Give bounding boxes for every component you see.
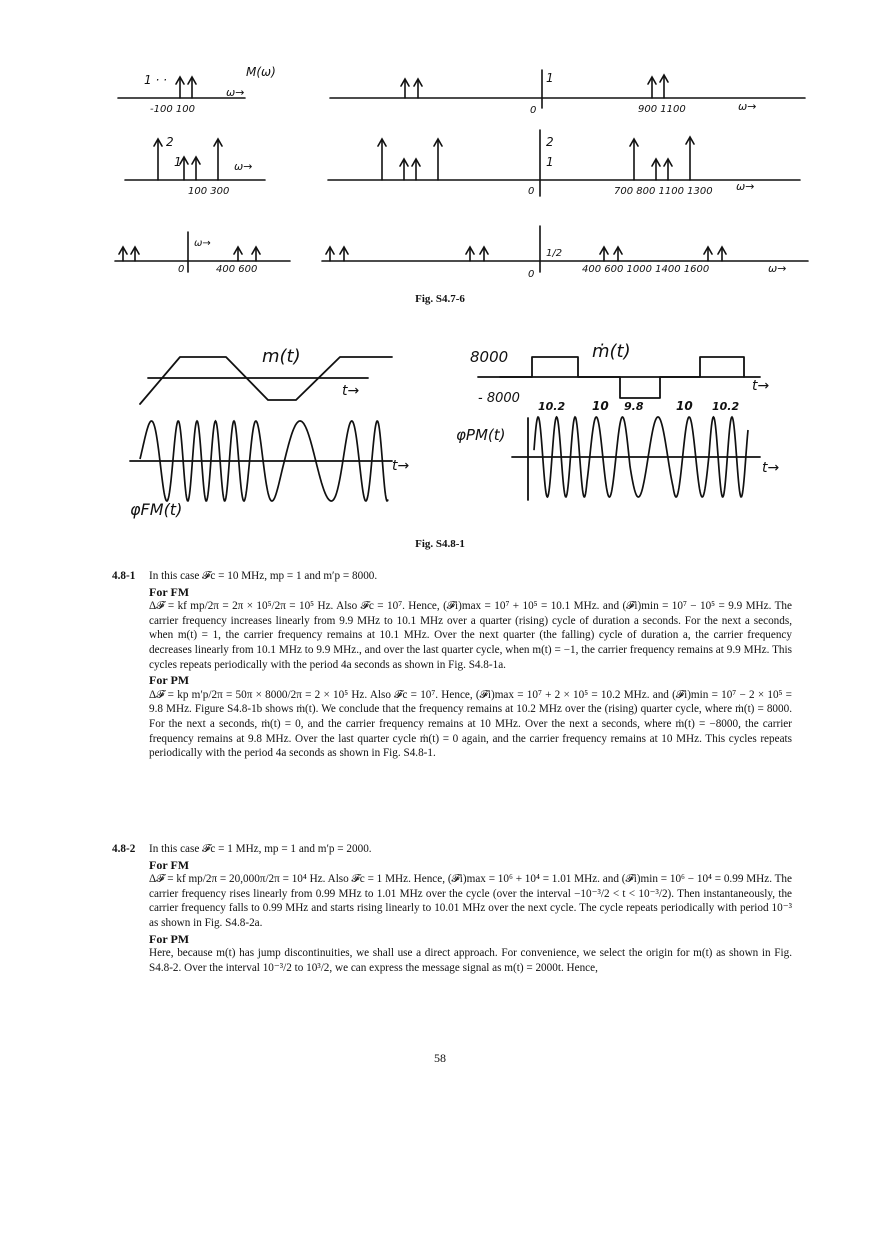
upper-value-label: 8000: [470, 348, 509, 366]
impulse-weight-label: 1: [546, 155, 554, 169]
problem-4-8-2: [112, 842, 792, 975]
phi-pm-label: φPM(t): [456, 426, 506, 444]
impulse-weight-label: 1/2: [546, 248, 563, 259]
pm-paragraph: Here, because m(t) has jump discontinuities, we shall use a direct approach. For convenience, we select the origin for m(t) as shown in Fig. S4.8-2. Over the interval 10⁻³/2 to 10³/2, we can express the message signal as m(t) = 2000t. Hence,: [149, 947, 792, 974]
t-axis-label: t→: [762, 460, 780, 476]
t-axis-label: t→: [342, 383, 360, 399]
figure-caption: Fig. S4.7-6: [415, 293, 465, 305]
problem-intro: In this case 𝓕c = 10 MHz, mp = 1 and m′p = 8000.: [149, 570, 378, 582]
fm-heading: For FM: [149, 857, 190, 872]
impulse-weight-label: 1: [174, 155, 182, 169]
impulse-weight-label: 2: [166, 135, 174, 149]
fm-heading: For FM: [149, 584, 190, 599]
frequency-tick-labels: 100 300: [188, 186, 230, 197]
origin-label: 0: [528, 269, 535, 280]
freq-label: 10.2: [538, 400, 566, 413]
m-t-label: m(t): [262, 346, 301, 367]
m-omega-label: M(ω): [246, 65, 276, 79]
frequency-tick-labels: 400 600: [216, 264, 258, 275]
frequency-tick-labels: 900 1100: [638, 104, 686, 115]
m-dot-label: ṁ(t): [592, 341, 631, 362]
omega-axis-label: ω→: [234, 160, 253, 173]
frequency-tick-labels: 400 600 1000 1400 1600: [582, 264, 710, 275]
problem-number: 4.8-2: [112, 843, 136, 855]
freq-label: 10: [592, 399, 609, 413]
figure-s4-8-1: [0, 330, 880, 530]
lower-value-label: - 8000: [478, 391, 520, 406]
fm-paragraph: Δ𝓕 = kf mp/2π = 2π × 10⁵/2π = 10⁵ Hz. Also 𝓕c = 10⁷. Hence, (𝓕i)max = 10⁷ + 10⁵ = 10.1 MHz. and (𝓕i)min = 10⁷ − 10⁵ = 9.9 MHz. The carrier frequency increases linearly from 9.9 MHz to 10.1 MHz over a quarter (rising) cycle of duration a seconds. For the next a seconds, when m(t) = 1, the carrier frequency remains at 10.1 MHz. Over the next quarter (the falling) cycle of duration a, the carrier frequency decreases linearly from 10.1 MHz to 9.9 MHz., and over the last quarter cycle, when m(t) = −1, the carrier frequency remains at 9.9 MHz. This cycles repeats periodically with the period 4a seconds as shown in Fig. S4.8-1a.: [149, 600, 792, 671]
omega-axis-label: ω→: [194, 238, 211, 249]
t-axis-label: t→: [752, 378, 770, 394]
problem-intro: In this case 𝓕c = 1 MHz, mp = 1 and m′p = 2000.: [149, 843, 372, 855]
pm-paragraph: Δ𝓕 = kp m′p/2π = 50π × 8000/2π = 2 × 10⁵ Hz. Also 𝓕c = 10⁷. Hence, (𝓕i)max = 10⁷ + 2 × 10⁵ = 10.2 MHz. and (𝓕i)min = 10⁷ − 2 × 10⁵ = 9.8 MHz. Figure S4.8-1b shows ṁ(t). We conclude that the frequency remains at 10.2 MHz over the (rising) quarter cycle, where ṁ(t) = 8000. For the next a seconds, ṁ(t) = 0, and the carrier frequency remains at 10 MHz. Over the next a seconds, where ṁ(t) = −8000, the carrier frequency remains at 9.8 MHz. Over the last quarter cycle ṁ(t) = 0 again, and the carrier frequency remains at 10 MHz. This cycles repeats periodically with the period 4a seconds as shown in Fig. S4.8-1.: [149, 688, 792, 760]
figure-s4-7-6: [0, 55, 880, 305]
problem-4-8-1: [112, 569, 792, 761]
omega-axis-label: ω→: [736, 180, 755, 193]
freq-label: 9.8: [624, 400, 644, 413]
problem-number: 4.8-1: [112, 570, 136, 582]
impulse-weight-label: 1 · ·: [144, 73, 167, 87]
freq-label: 10: [676, 399, 693, 413]
fm-paragraph: Δ𝓕 = kf mp/2π = 20,000π/2π = 10⁴ Hz. Also 𝓕c = 1 MHz. Hence, (𝓕i)max = 10⁶ + 10⁴ = 1.01 MHz. and (𝓕i)min = 10⁶ − 10⁴ = 0.99 MHz. The carrier frequency rises linearly from 0.99 MHz to 1.01 MHz over the cycle (over the interval −10⁻³/2 < t < 10⁻³/2). Then instantaneously, the carrier frequency falls to 0.99 MHz and starts rising linearly to 10.01 MHz over the next cycle. The cycle repeats periodically with period 10⁻³ as shown in Fig. S4.8-2a.: [149, 873, 792, 929]
t-axis-label: t→: [392, 458, 410, 474]
omega-axis-label: ω→: [768, 262, 787, 275]
impulse-weight-label: 1: [546, 71, 554, 85]
pm-heading: For PM: [149, 673, 190, 688]
freq-label: 10.2: [712, 400, 740, 413]
frequency-tick-labels: 700 800 1100 1300: [614, 186, 713, 197]
origin-label: 0: [528, 186, 535, 197]
origin-label: 0: [178, 264, 185, 275]
phi-fm-label: φFM(t): [130, 500, 183, 519]
omega-axis-label: ω→: [738, 100, 757, 113]
origin-label: 0: [530, 105, 537, 116]
impulse-weight-label: 2: [546, 135, 554, 149]
figure-caption: Fig. S4.8-1: [415, 538, 465, 550]
page-number: 58: [434, 1051, 446, 1065]
omega-axis-label: ω→: [226, 86, 245, 99]
frequency-tick-labels: -100 100: [150, 104, 195, 115]
pm-heading: For PM: [149, 931, 190, 946]
